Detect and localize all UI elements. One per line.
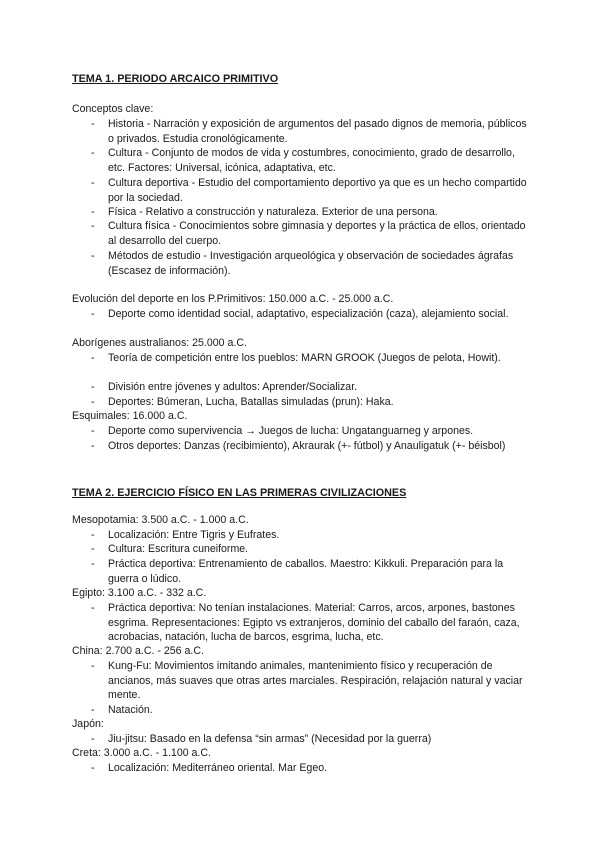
creta-label: Creta: 3.000 a.C. - 1.100 a.C. xyxy=(72,747,211,759)
list-item: - Natación. xyxy=(108,703,528,718)
list-item: - Historia - Narración y exposición de argumentos del pasado dignos de memoria, públicos o privados. Estudia cronológicamente. xyxy=(108,117,528,146)
list-item: - Cultura: Escritura cuneiforme. xyxy=(108,542,528,557)
list-item: - Localización: Entre Tigris y Eufrates. xyxy=(108,528,528,543)
japon-label: Japón: xyxy=(72,718,104,730)
list-item: - División entre jóvenes y adultos: Aprender/Socializar. xyxy=(108,380,528,395)
list-item: - Jiu-jitsu: Basado en la defensa “sin armas” (Necesidad por la guerra) xyxy=(108,732,548,747)
evolucion-label: Evolución del deporte en los P.Primitivos: 150.000 a.C. - 25.000 a.C. xyxy=(72,293,394,305)
list-item: - Deporte como supervivencia → Juegos de lucha: Ungatanguarneg y arpones. xyxy=(108,424,548,439)
list-item: - Deporte como identidad social, adaptativo, especialización (caza), alejamiento social. xyxy=(108,307,528,322)
list-item: - Localización: Mediterráneo oriental. Mar Egeo. xyxy=(108,761,528,776)
list-item: - Cultura física - Conocimientos sobre gimnasia y deportes y la práctica de ellos, orientado al desarrollo del cuerpo. xyxy=(108,219,528,248)
china-label: China: 2.700 a.C. - 256 a.C. xyxy=(72,645,204,657)
list-item: - Otros deportes: Danzas (recibimiento), Akraurak (+- fútbol) y Anauligatuk (+- béisbol) xyxy=(108,439,548,454)
tema1-title: TEMA 1. PERIODO ARCAICO PRIMITIVO xyxy=(72,73,279,85)
list-item: - Cultura deportiva - Estudio del comportamiento deportivo ya que es un hecho compartido por la sociedad. xyxy=(108,176,528,205)
conceptos-label: Conceptos clave: xyxy=(72,103,154,115)
list-item: - Métodos de estudio - Investigación arqueológica y observación de sociedades ágrafas (Escasez de información). xyxy=(108,249,528,278)
list-item: - Cultura - Conjunto de modos de vida y costumbres, conocimiento, grado de desarrollo, etc. Factores: Universal, icónica, adaptativa, etc. xyxy=(108,146,528,175)
list-item: - Deportes: Búmeran, Lucha, Batallas simuladas (prun): Haka. xyxy=(108,395,528,410)
list-item: - Física - Relativo a construcción y naturaleza. Exterior de una persona. xyxy=(108,205,528,220)
list-item: - Práctica deportiva: Entrenamiento de caballos. Maestro: Kikkuli. Preparación para la guerra o lúdico. xyxy=(108,557,528,586)
esquimales-label: Esquimales: 16.000 a.C. xyxy=(72,410,188,422)
aborigenes-label: Aborígenes australianos: 25.000 a.C. xyxy=(72,337,247,349)
tema2-title: TEMA 2. EJERCICIO FÍSICO EN LAS PRIMERAS CIVILIZACIONES xyxy=(72,487,407,499)
mesopotamia-label: Mesopotamia: 3.500 a.C. - 1.000 a.C. xyxy=(72,514,249,526)
list-item: - Kung-Fu: Movimientos imitando animales, mantenimiento físico y recuperación de ancianos, más suaves que otras artes marciales. Respiración, relajación natural y vaciar mente. xyxy=(108,659,528,703)
egipto-label: Egipto: 3.100 a.C. - 332 a.C. xyxy=(72,587,207,599)
list-item: - Práctica deportiva: No tenían instalaciones. Material: Carros, arcos, arpones, bastones esgrima. Representaciones: Egipto vs extranjeros, dominio del caballo del faraón, caza, acrobacias, natación, lucha de barcos, esgrima, lucha, etc. xyxy=(108,601,528,645)
list-item: - Teoría de competición entre los pueblos: MARN GROOK (Juegos de pelota, Howit). xyxy=(108,351,528,366)
